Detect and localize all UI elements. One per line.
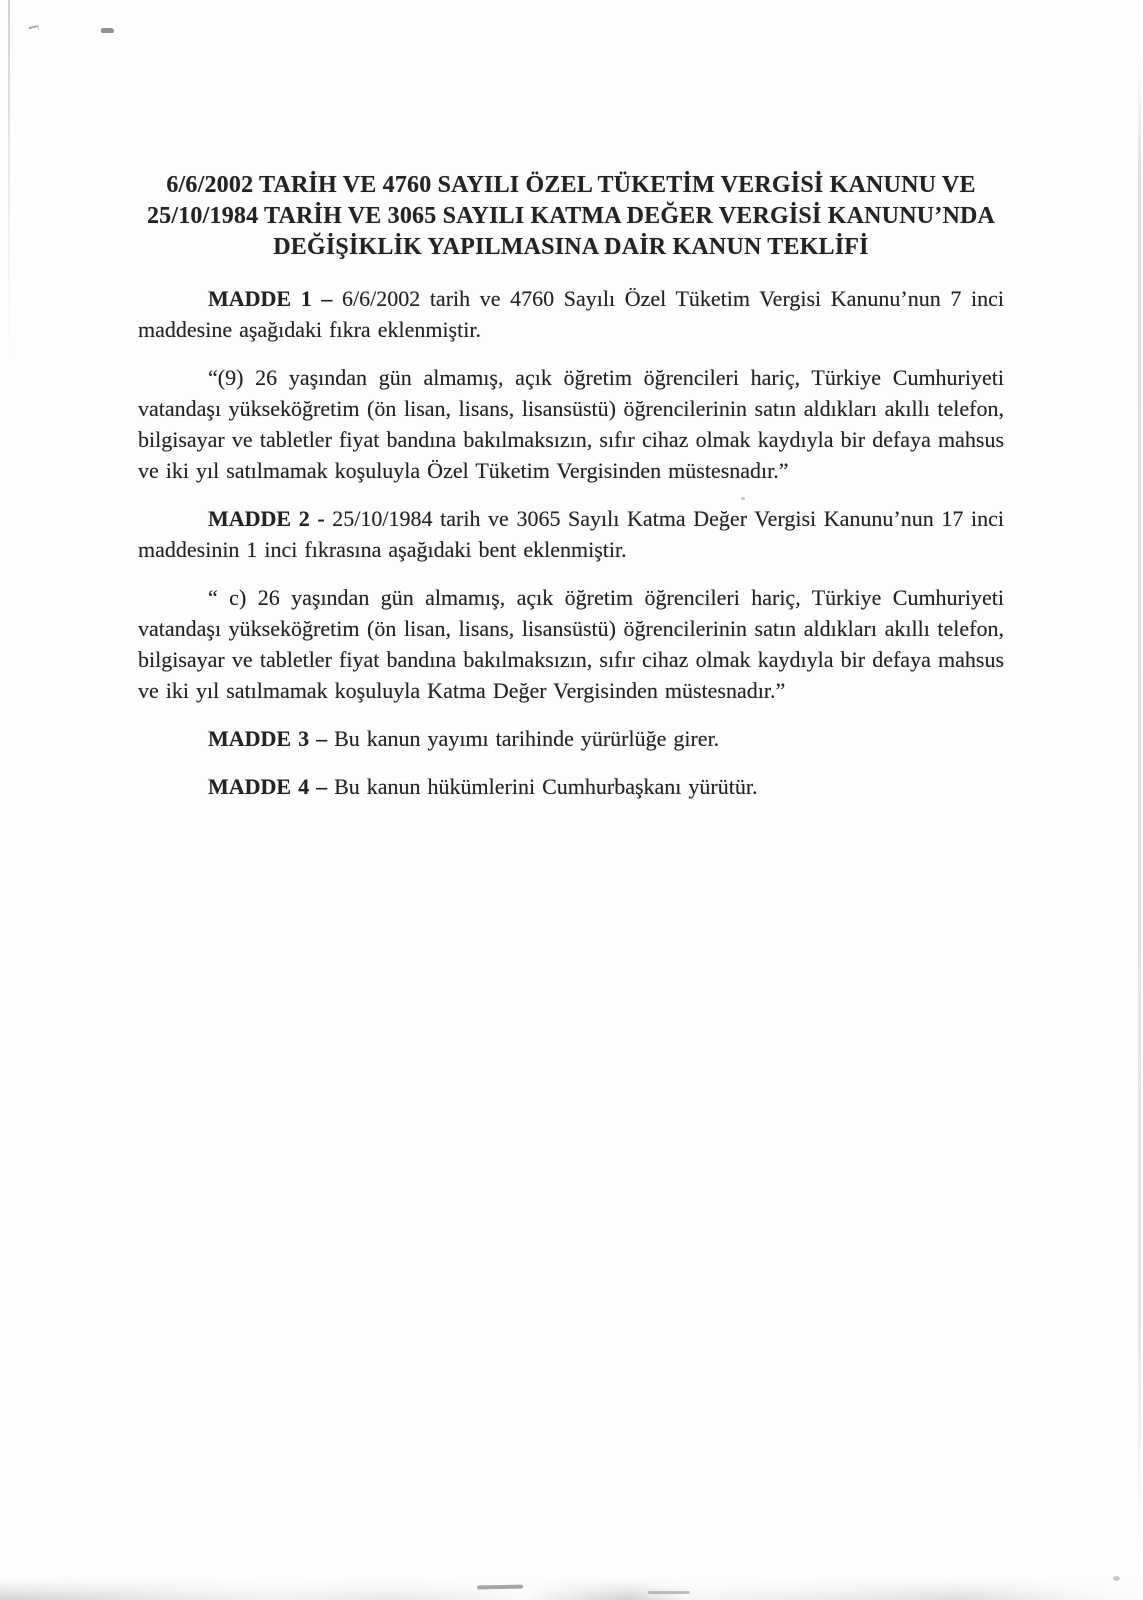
article-label-madde-4: MADDE 4 – <box>208 774 335 799</box>
article-label-madde-2: MADDE 2 - <box>208 506 333 531</box>
scan-bottom-dash-1 <box>477 1585 523 1590</box>
paragraph-fikra-9 <box>138 362 1004 486</box>
article-text-madde-3: Bu kanun yayımı tarihinde yürürlüğe girer. <box>334 726 720 751</box>
paragraph-madde-3 <box>138 723 1004 754</box>
paragraph-bent-c <box>138 582 1004 706</box>
paragraph-madde-1 <box>138 283 1004 345</box>
article-text-bent-c: “ c) 26 yaşından gün almamış, açık öğretim öğrencileri hariç, Türkiye Cumhuriyeti vatandaşı yükseköğretim (ön lisan, lisans, lisansüstü) öğrencilerinin satın aldıkları akıllı telefon, bilgisayar ve tabletler fiyat bandına bakılmaksızın, sıfır cihaz olmak kaydıyla bir defaya mahsus ve iki yıl satılmamak koşuluyla Katma Değer Vergisinden müstesnadır.” <box>138 585 1004 703</box>
article-text-fikra-9: “(9) 26 yaşından gün almamış, açık öğretim öğrencileri hariç, Türkiye Cumhuriyeti vatandaşı yükseköğretim (ön lisan, lisans, lisansüstü) öğrencilerinin satın aldıkları akıllı telefon, bilgisayar ve tabletler fiyat bandına bakılmaksızın, sıfır cihaz olmak kaydıyla bir defaya mahsus ve iki yıl satılmamak koşuluyla Özel Tüketim Vergisinden müstesnadır.” <box>138 365 1004 483</box>
paragraph-madde-2 <box>138 503 1004 565</box>
document-title <box>138 170 1004 263</box>
scan-edge-line-left <box>8 0 10 360</box>
article-label-madde-3: MADDE 3 – <box>208 726 335 751</box>
title-line-1: 6/6/2002 TARİH VE 4760 SAYILI ÖZEL TÜKETİM VERGİSİ KANUNU VE <box>166 172 976 198</box>
article-text-madde-1: 6/6/2002 tarih ve 4760 Sayılı Özel Tüketim Vergisi Kanunu’nun 7 inci maddesine aşağıdaki fıkra eklenmiştir. <box>138 286 1004 342</box>
title-line-3: DEĞİŞİKLİK YAPILMASINA DAİR KANUN TEKLİFİ <box>273 234 869 260</box>
article-text-madde-4: Bu kanun hükümlerini Cumhurbaşkanı yürütür. <box>334 774 758 799</box>
scan-bottom-dash-2 <box>648 1591 690 1594</box>
article-label-madde-1: MADDE 1 – <box>208 286 342 311</box>
article-text-madde-2: 25/10/1984 tarih ve 3065 Sayılı Katma Değer Vergisi Kanunu’nun 17 inci maddesinin 1 inci fıkrasına aşağıdaki bent eklenmiştir. <box>138 506 1004 562</box>
title-line-2: 25/10/1984 TARİH VE 3065 SAYILI KATMA DEĞER VERGİSİ KANUNU’NDA <box>146 203 996 229</box>
paragraph-madde-4 <box>138 771 1004 802</box>
scan-speck-bottomright <box>1113 1576 1120 1581</box>
document-body <box>138 170 1004 819</box>
scan-edge-line-right <box>1138 60 1141 1550</box>
scan-bottom-edge-shadow <box>0 1576 1143 1600</box>
scan-speck-topleft-2 <box>101 28 114 33</box>
scan-speck-topleft-1 <box>28 25 39 33</box>
